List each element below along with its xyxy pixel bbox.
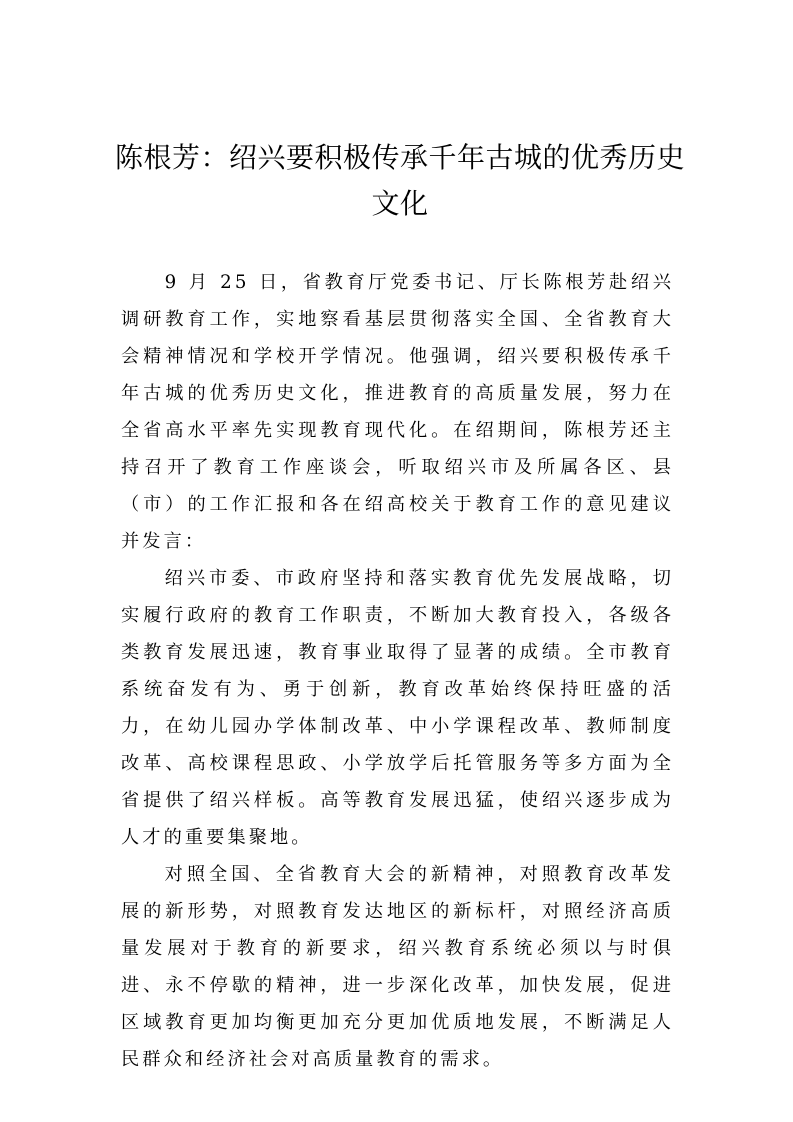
document-body <box>121 264 674 1078</box>
document-title: 陈根芳：绍兴要积极传承千年古城的优秀历史文化 <box>114 141 685 220</box>
paragraph-1: 9 月 25 日，省教育厅党委书记、厅长陈根芳赴绍兴调研教育工作，实地察看基层贯彻落实全国、全省教育大会精神情况和学校开学情况。他强调，绍兴要积极传承千年古城的优秀历史文化，推进教育的高质量发展，努力在全省高水平率先实现教育现代化。在绍期间，陈根芳还主持召开了教育工作座谈会，听取绍兴市及所属各区、县（市）的工作汇报和各在绍高校关于教育工作的意见建议并发言： <box>121 272 674 552</box>
paragraph-3: 对照全国、全省教育大会的新精神，对照教育改革发展的新形势，对照教育发达地区的新标杆，对照经济高质量发展对于教育的新要求，绍兴教育系统必须以与时俱进、永不停歇的精神，进一步深化改革，加快发展，促进区域教育更加均衡更加充分更加优质地发展，不断满足人民群众和经济社会对高质量教育的需求。 <box>121 864 674 1070</box>
paragraph-2: 绍兴市委、市政府坚持和落实教育优先发展战略，切实履行政府的教育工作职责，不断加大教育投入，各级各类教育发展迅速，教育事业取得了显著的成绩。全市教育系统奋发有为、勇于创新，教育改革始终保持旺盛的活力，在幼儿园办学体制改革、中小学课程改革、教师制度改革、高校课程思政、小学放学后托管服务等多方面为全省提供了绍兴样板。高等教育发展迅猛，使绍兴逐步成为人才的重要集聚地。 <box>121 568 674 848</box>
